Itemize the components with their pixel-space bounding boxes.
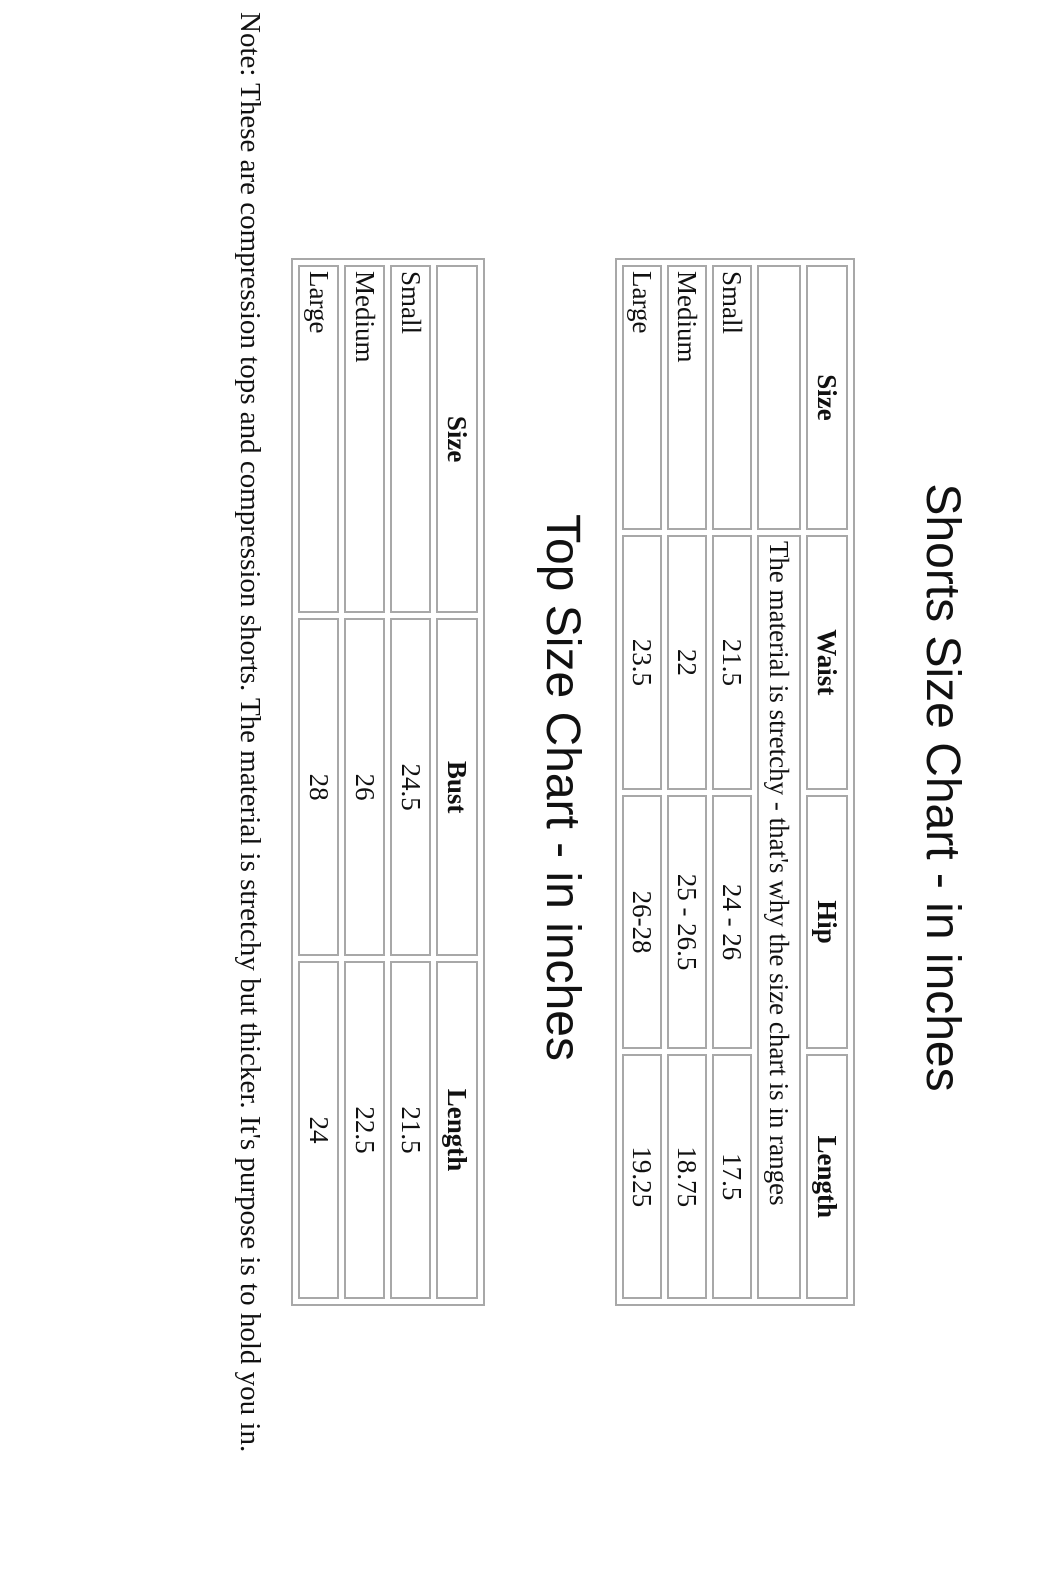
header-length: Length: [806, 1054, 848, 1299]
empty-cell: [757, 265, 801, 530]
header-hip: Hip: [806, 795, 848, 1050]
length-cell: 18.75: [667, 1054, 707, 1299]
footer-note: Note: These are compression tops and compression shorts. The material is stretchy but thicker. It's purpose is to hold you in.: [234, 12, 266, 1453]
size-cell: Medium: [667, 265, 707, 530]
length-cell: 24: [298, 961, 339, 1299]
size-cell: Small: [390, 265, 431, 613]
bust-cell: 24.5: [390, 618, 431, 956]
table-header-row: [806, 265, 848, 1299]
length-cell: 19.25: [622, 1054, 662, 1299]
table-row: [298, 265, 339, 1299]
shorts-chart-title: Shorts Size Chart - in inches: [916, 483, 969, 1092]
stretch-note: The material is stretchy - that's why the size chart is in ranges: [757, 535, 801, 1299]
table-row: [667, 265, 707, 1299]
size-cell: Small: [712, 265, 752, 530]
hip-cell: 24 - 26: [712, 795, 752, 1050]
header-waist: Waist: [806, 535, 848, 790]
waist-cell: 22: [667, 535, 707, 790]
bust-cell: 26: [344, 618, 385, 956]
size-cell: Medium: [344, 265, 385, 613]
table-row: [344, 265, 385, 1299]
table-row: [712, 265, 752, 1299]
table-row: [390, 265, 431, 1299]
size-cell: Large: [622, 265, 662, 530]
bust-cell: 28: [298, 618, 339, 956]
shorts-size-table: [615, 258, 855, 1306]
header-size: Size: [806, 265, 848, 530]
top-chart-title: Top Size Chart - in inches: [536, 514, 589, 1061]
length-cell: 21.5: [390, 961, 431, 1299]
length-cell: 22.5: [344, 961, 385, 1299]
header-length: Length: [436, 961, 478, 1299]
size-cell: Large: [298, 265, 339, 613]
hip-cell: 26-28: [622, 795, 662, 1050]
hip-cell: 25 - 26.5: [667, 795, 707, 1050]
header-bust: Bust: [436, 618, 478, 956]
waist-cell: 23.5: [622, 535, 662, 790]
table-header-row: [436, 265, 478, 1299]
header-size: Size: [436, 265, 478, 613]
top-size-table: [291, 258, 485, 1306]
waist-cell: 21.5: [712, 535, 752, 790]
table-note-row: [757, 265, 801, 1299]
length-cell: 17.5: [712, 1054, 752, 1299]
table-row: [622, 265, 662, 1299]
